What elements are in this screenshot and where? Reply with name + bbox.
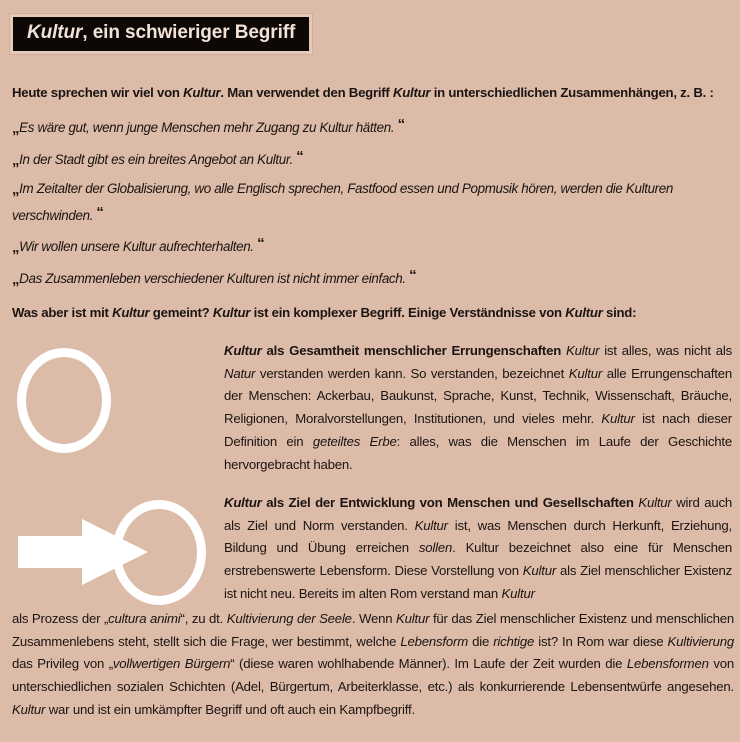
question-part-3: ist ein komplexer Begriff. Einige Verständnisse von bbox=[250, 305, 566, 320]
quote-text: Wir wollen unsere Kultur aufrechterhalten. bbox=[19, 238, 254, 254]
lead-part-3: in unterschiedlichen Zusammenhängen, z. B. : bbox=[430, 85, 714, 100]
quote-close-mark: “ bbox=[296, 148, 304, 166]
quote-text: Im Zeitalter der Globalisierung, wo alle Englisch sprechen, Fastfood essen und Popmusik hören, werden die Kulturen verschwinden. bbox=[12, 180, 673, 223]
closing-text-3: . Wenn bbox=[351, 611, 397, 626]
closing-text-1: als Prozess der „ bbox=[12, 611, 109, 626]
question-emphasis-3: Kultur bbox=[565, 305, 603, 320]
lead-emphasis-1: Kultur bbox=[183, 85, 221, 100]
definition-one-term-c: Natur bbox=[224, 365, 256, 381]
closing-text-9: von unterschiedlichen sozialen Schichten (Adel, Bürgertum, Arbeiterklasse, etc.) als konkurrierende Lebensentwürfe angesehen. bbox=[12, 656, 734, 695]
lead-part-2: . Man verwendet den Begriff bbox=[220, 85, 393, 100]
quote-close-mark: “ bbox=[257, 234, 265, 252]
page-title-box bbox=[13, 17, 309, 51]
definition-one-text-f: alle Errungenschaften der Menschen: Ackerbau, Baukunst, Sprache, Kunst, Technik, Wissenschaft, Bräuche, Religionen, Moralvorstellungen, Institutionen, und vieles mehr. bbox=[224, 365, 732, 427]
definition-one-heading: als Gesamtheit menschlicher Errungenschaften bbox=[261, 343, 567, 358]
quote-open-mark: „ bbox=[12, 270, 20, 288]
definition-two-text-f: . Kultur bezeichnet also eine für Menschen erstrebenswerte Lebensform. Diese Vorstellung von bbox=[224, 540, 732, 579]
closing-text-5: die bbox=[467, 633, 494, 649]
question-part-1: Was aber ist mit bbox=[12, 305, 113, 320]
definition-one-term-a: Kultur bbox=[566, 343, 600, 358]
circle-outline-icon bbox=[112, 500, 206, 605]
quote-close-mark: “ bbox=[397, 116, 405, 133]
list-item bbox=[12, 178, 734, 227]
closing-term-4: Lebensform bbox=[400, 633, 468, 649]
quote-text: In der Stadt gibt es ein breites Angebot an Kultur. bbox=[19, 152, 293, 168]
page-title-frame bbox=[10, 14, 312, 54]
closing-term-8: Lebensformen bbox=[626, 656, 709, 672]
definition-two-term-c: Kultur bbox=[414, 517, 448, 533]
definition-two-heading-emphasis: Kultur bbox=[224, 495, 262, 510]
quote-text: Das Zusammenleben verschiedener Kulturen ist nicht immer einfach. bbox=[19, 270, 406, 286]
lead-emphasis-2: Kultur bbox=[392, 85, 431, 100]
definition-two-text-b: wird auch als Ziel und Norm verstanden. bbox=[224, 495, 732, 533]
definition-two-term-a: Kultur bbox=[638, 495, 672, 510]
closing-term-6: Kultivierung bbox=[667, 633, 734, 649]
list-item bbox=[12, 264, 734, 291]
closing-term-2: Kultivierung der Seele bbox=[226, 611, 352, 626]
definition-one-term-g: Kultur bbox=[601, 411, 635, 427]
circle-outline-icon bbox=[17, 348, 111, 453]
quote-open-mark: „ bbox=[12, 180, 20, 198]
definition-one-heading-emphasis: Kultur bbox=[224, 343, 262, 358]
definition-one-text bbox=[224, 340, 732, 476]
definition-one-text-h: ist nach dieser Definition ein bbox=[224, 411, 732, 449]
quote-list bbox=[12, 113, 734, 296]
definition-two-term-g: Kultur bbox=[522, 563, 557, 579]
definition-two-text-d: ist, was Menschen durch Herkunft, Erziehung, Bildung und Übung erreichen bbox=[224, 517, 732, 556]
question-emphasis-2: Kultur bbox=[212, 305, 251, 320]
closing-term-9: Kultur bbox=[12, 701, 46, 717]
closing-term-5: richtige bbox=[493, 633, 535, 649]
definition-one-text-j: : alles, was die Menschen im Laufe der Geschichte hervorgebracht haben. bbox=[224, 433, 733, 472]
quote-open-mark: „ bbox=[12, 152, 20, 170]
closing-text-7: das Privileg von „ bbox=[12, 656, 113, 672]
page-title-rest: , ein schwieriger Begriff bbox=[82, 22, 296, 43]
lead-paragraph bbox=[12, 84, 732, 101]
question-paragraph bbox=[12, 305, 732, 320]
quote-open-mark: „ bbox=[12, 238, 20, 256]
question-part-2: gemeint? bbox=[149, 305, 213, 320]
question-emphasis-1: Kultur bbox=[112, 305, 150, 320]
definition-one-term-i: geteiltes Erbe bbox=[312, 433, 397, 449]
definition-one-term-e: Kultur bbox=[568, 365, 603, 381]
quote-open-mark: „ bbox=[12, 120, 20, 137]
closing-term-3: Kultur bbox=[396, 611, 430, 626]
list-item bbox=[12, 232, 734, 259]
quote-close-mark: “ bbox=[409, 266, 417, 284]
definition-two-heading: als Ziel der Entwicklung von Menschen und Gesellschaften bbox=[261, 495, 639, 510]
list-item bbox=[12, 113, 734, 140]
closing-term-7: vollwertigen Bürgern bbox=[112, 656, 231, 672]
definition-one-text-b: ist alles, was nicht als bbox=[599, 343, 732, 358]
closing-text-6: ist? In Rom war diese bbox=[534, 633, 668, 649]
definition-two-text-h: als Ziel menschlicher Existenz ist nicht neu. Bereits im alten Rom verstand man bbox=[224, 563, 732, 601]
question-part-4: sind: bbox=[602, 305, 637, 320]
closing-text-8: “ (diese waren wohlhabende Männer). Im Laufe der Zeit wurden die bbox=[230, 656, 627, 672]
closing-paragraph bbox=[12, 608, 734, 722]
page-title-emphasis: Kultur bbox=[27, 22, 83, 43]
quote-close-mark: “ bbox=[96, 203, 104, 221]
list-item bbox=[12, 145, 734, 172]
definition-two-text bbox=[224, 492, 732, 606]
closing-term-1: cultura animi bbox=[108, 611, 181, 626]
definition-one-text-d: verstanden werden kann. So verstanden, bezeichnet bbox=[255, 365, 569, 381]
closing-text-2: “, zu dt. bbox=[180, 611, 227, 626]
lead-part-1: Heute sprechen wir viel von bbox=[12, 85, 184, 100]
closing-text-4: für das Ziel menschlicher Existenz und menschlichen Zusammenlebens steht, stellt sich die Frage, wer bestimmt, welche bbox=[12, 611, 735, 649]
page-title bbox=[27, 22, 295, 44]
definition-two-term-i: Kultur bbox=[501, 585, 535, 601]
definition-two-term-e: sollen bbox=[418, 540, 453, 556]
closing-text-10: war und ist ein umkämpfter Begriff und oft auch ein Kampfbegriff. bbox=[45, 701, 415, 717]
quote-text: Es wäre gut, wenn junge Menschen mehr Zugang zu Kultur hätten. bbox=[19, 120, 395, 135]
